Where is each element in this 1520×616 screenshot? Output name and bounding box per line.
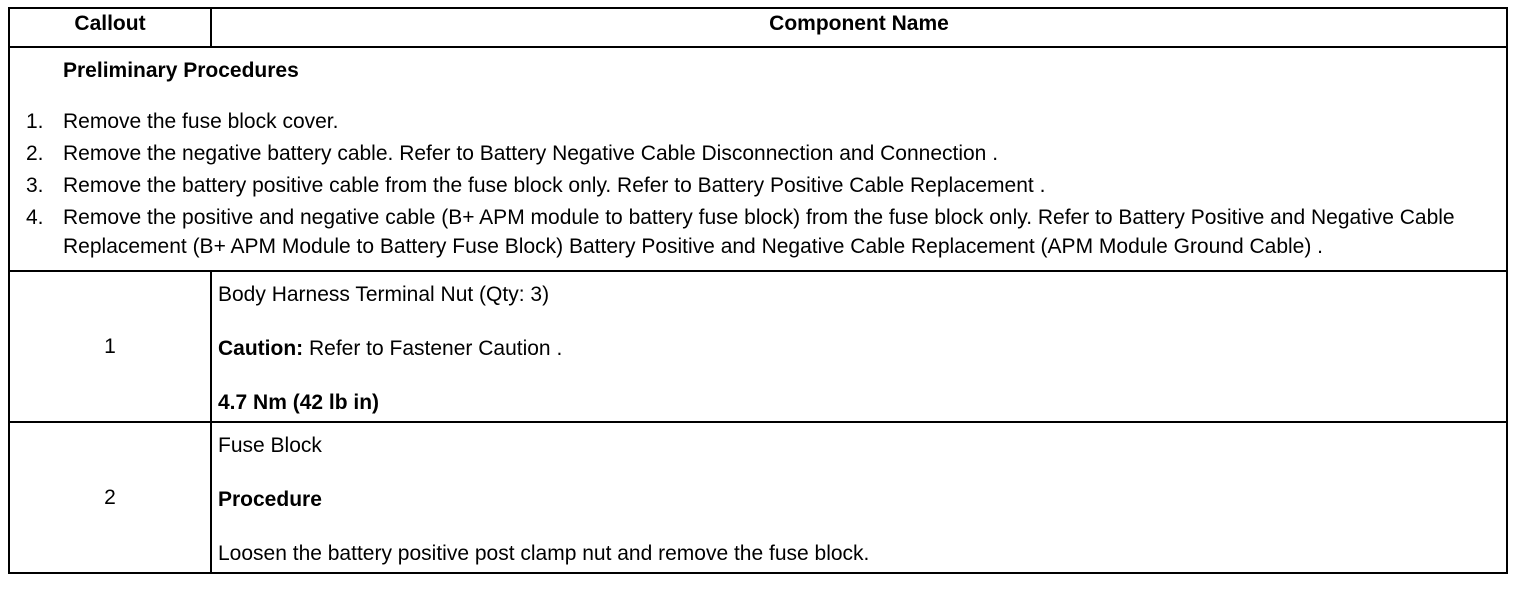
procedure-label: Procedure [218,488,322,511]
preliminary-row [9,47,1507,271]
procedure-text: Loosen the battery positive post clamp nut and remove the fuse block. [218,542,870,565]
step-text: Remove the fuse block cover. [63,110,339,133]
header-component-name: Component Name [211,8,1507,47]
callout-number: 2 [9,422,211,573]
step-number: 1. [26,110,44,133]
preliminary-cell [9,47,1507,271]
component-cell [211,422,1507,573]
list-item [26,107,1498,136]
header-callout: Callout [9,8,211,47]
step-text: Remove the positive and negative cable (B+ APM module to battery fuse block) from the fuse block only. Refer to Battery Positive and Negative Cable Replacement (B+ APM Module to Battery Fuse Block) Battery Positive and Negative Cable Replacement (APM Module Ground Cable) . [63,206,1455,258]
torque-spec: 4.7 Nm (42 lb in) [218,391,380,414]
step-number: 2. [26,142,44,165]
caution-text: Refer to Fastener Caution . [303,337,563,360]
caution-label: Caution: [218,337,304,360]
list-item [26,139,1498,168]
caution-line [218,334,1500,363]
step-number: 4. [26,206,44,229]
step-text: Remove the negative battery cable. Refer to Battery Negative Cable Disconnection and Connection . [63,142,999,165]
preliminary-title: Preliminary Procedures [63,59,299,82]
component-name: Body Harness Terminal Nut (Qty: 3) [218,283,550,306]
step-text: Remove the battery positive cable from the fuse block only. Refer to Battery Positive Cable Replacement . [63,174,1046,197]
table-row [9,422,1507,573]
callout-number: 1 [9,271,211,422]
table-row [9,271,1507,422]
list-item [26,203,1498,261]
step-number: 3. [26,174,44,197]
preliminary-steps [26,107,1498,261]
table-header-row [9,8,1507,47]
component-cell [211,271,1507,422]
component-table [8,7,1508,574]
component-name: Fuse Block [218,434,322,457]
list-item [26,171,1498,200]
